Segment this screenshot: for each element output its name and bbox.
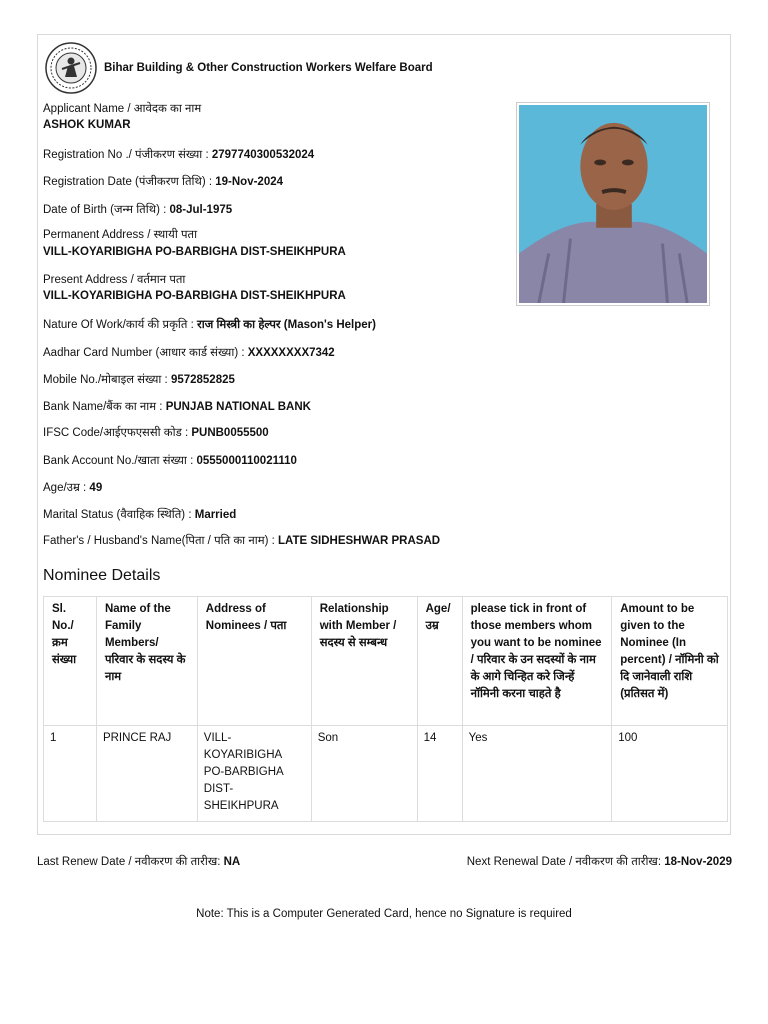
mobile-field [43,372,235,387]
cell-age: 14 [417,726,462,822]
registration-date-field [43,174,283,189]
bank-value: PUNJAB NATIONAL BANK [165,401,311,413]
bank-field [43,399,311,414]
last-renew-value: NA [223,856,241,868]
ifsc-label: IFSC Code/आईएफएससी कोड : [43,427,192,439]
marital-label: Marital Status (वैवाहिक स्थिति) : [43,509,195,521]
age-label: Age/उम्र : [43,482,90,494]
father-label: Father's / Husband's Name(पिता / पति का नाम) : [43,535,278,547]
last-renew-label: Last Renew Date / नवीकरण की तारीख: [37,856,224,868]
ifsc-value: PUNB0055500 [191,427,269,439]
registration-card [37,34,731,835]
applicant-name-value: ASHOK KUMAR [43,119,131,131]
account-value: 0555000110021110 [196,455,297,467]
mobile-value: 9572852825 [170,374,235,386]
header-address: Address of Nominees / पता [197,597,311,726]
registration-no-field [43,147,314,162]
permanent-address-label: Permanent Address / स्थायी पता [43,229,198,241]
header-member-name: Name of the Family Members/ परिवार के सदस्य के नाम [96,597,197,726]
present-address-label: Present Address / वर्तमान पता [43,274,186,286]
cell-sl-no: 1 [44,726,97,822]
nominee-table [43,596,728,822]
bank-label: Bank Name/बैंक का नाम : [43,401,166,413]
card-header [44,41,433,95]
cell-member-name: PRINCE RAJ [96,726,197,822]
applicant-photo [516,102,710,306]
father-value: LATE SIDHESHWAR PRASAD [278,535,441,547]
marital-field [43,507,236,522]
present-address-value: VILL-KOYARIBIGHA PO-BARBIGHA DIST-SHEIKHPURA [43,290,346,302]
next-renew-value: 18-Nov-2029 [664,856,732,868]
header-age: Age/ उम्र [417,597,462,726]
board-title: Bihar Building & Other Construction Workers Welfare Board [104,62,433,74]
marital-value: Married [194,509,237,521]
account-field [43,453,297,468]
header-sl-no: Sl. No./ क्रम संख्या [44,597,97,726]
registration-date-value: 19-Nov-2024 [215,176,284,188]
applicant-photo-image [519,105,707,303]
aadhar-field [43,345,335,360]
dob-label: Date of Birth (जन्म तिथि) : [43,204,170,216]
aadhar-value: XXXXXXXX7342 [247,347,335,359]
last-renew-date [37,854,240,869]
nominee-details-heading: Nominee Details [43,567,161,584]
header-amount: Amount to be given to the Nominee (In percent) / नॉमिनी को दि जानेवाली राशि (प्रतिसत में) [612,597,728,726]
permanent-address-value: VILL-KOYARIBIGHA PO-BARBIGHA DIST-SHEIKHPURA [43,246,346,258]
next-renew-label: Next Renewal Date / नवीकरण की तारीख: [466,856,665,868]
computer-generated-note: Note: This is a Computer Generated Card, hence no Signature is required [196,908,572,920]
work-field [43,317,376,332]
cell-amount: 100 [612,726,728,822]
cell-nominee-tick: Yes [462,726,612,822]
father-field [43,533,440,548]
cell-relationship: Son [311,726,417,822]
age-field [43,480,102,495]
aadhar-label: Aadhar Card Number (आधार कार्ड संख्या) : [43,347,248,359]
nominee-table-header-row [44,597,728,726]
table-row [44,726,728,822]
account-label: Bank Account No./खाता संख्या : [43,455,197,467]
registration-no-label: Registration No ./ पंजीकरण संख्या : [43,149,212,161]
mobile-label: Mobile No./मोबाइल संख्या : [43,374,171,386]
header-relationship: Relationship with Member / सदस्य से सम्बन्ध [311,597,417,726]
dob-value: 08-Jul-1975 [169,204,233,216]
registration-no-value: 2797740300532024 [211,149,315,161]
header-nominee-tick: please tick in front of those members whom you want to be nominee / परिवार के उन सदस्यों के नाम के आगे चिन्हित करे जिन्हें नॉमिनी करना चाहते है [462,597,612,726]
age-value: 49 [89,482,103,494]
board-logo [44,41,98,95]
applicant-name-label: Applicant Name / आवेदक का नाम [43,103,202,115]
work-value: राज मिस्त्री का हेल्पर (Mason's Helper) [197,319,376,331]
ifsc-field [43,425,269,440]
next-renewal-date [467,854,732,869]
registration-date-label: Registration Date (पंजीकरण तिथि) : [43,176,216,188]
work-label: Nature Of Work/कार्य की प्रकृति : [43,319,198,331]
dob-field [43,202,232,217]
cell-address: VILL-KOYARIBIGHA PO-BARBIGHA DIST-SHEIKHPURA [197,726,311,822]
